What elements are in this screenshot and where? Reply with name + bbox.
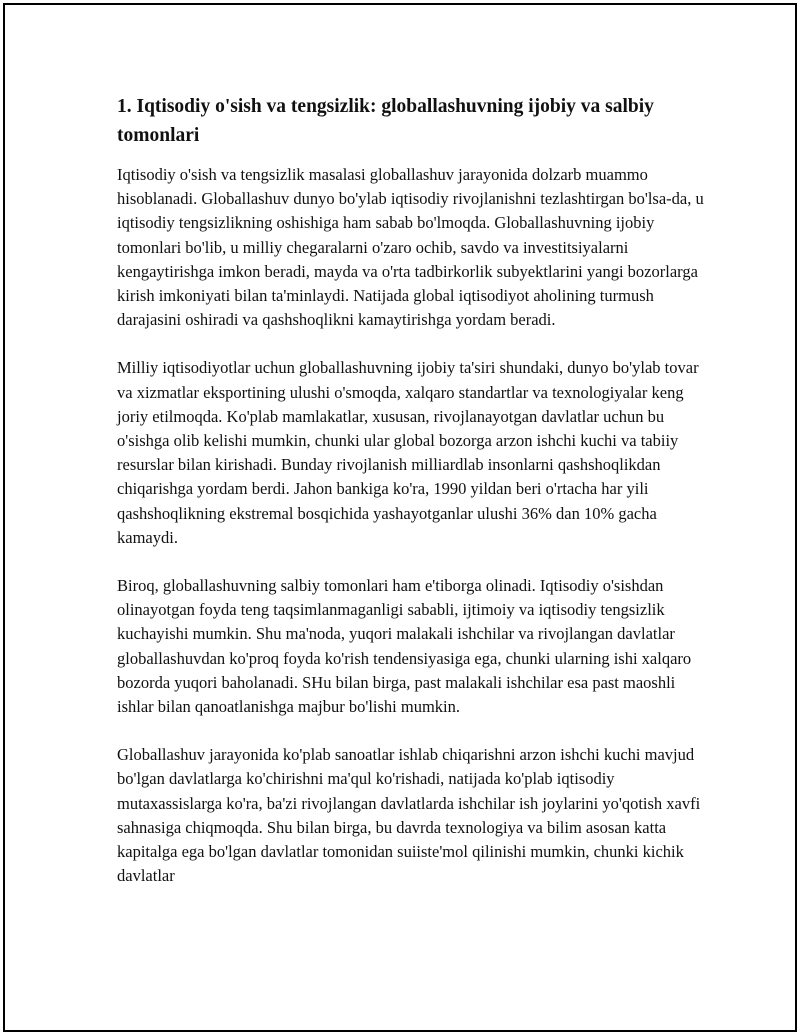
paragraph-4: Globallashuv jarayonida ko'plab sanoatlar ishlab chiqarishni arzon ishchi kuchi mavjud bo'lgan davlatlarga ko'chirishni ma'qul ko'rishadi, natijada ko'plab iqtisodiy mutaxassislarga ko'ra, ba'zi rivojlangan davlatlarda ishchilar ish joylarini yo'qotish xavfi sahnasiga chiqmoqda. Shu bilan birga, bu davrda texnologiya va bilim asosan katta kapitalga ega bo'lgan davlatlar tomonidan suiiste'mol qilinishi mumkin, chunki kichik davlatlar xyxy=(117,745,701,886)
paragraph-2: Milliy iqtisodiyotlar uchun globallashuvning ijobiy ta'siri shundaki, dunyo bo'ylab tovar va xizmatlar eksportining ulushi o'smoqda, xalqaro standartlar va texnologiyalar keng joriy etilmoqda. Ko'plab mamlakatlar, xususan, rivojlanayotgan davlatlar uchun bu o'sishga olib kelishi mumkin, chunki ular global bozorga arzon ishchi kuchi va tabiiy resurslar bilan kirishadi. Bunday rivojlanish milliardlab insonlarni qashshoqlikdan chiqarishga yordam berdi. Jahon bankiga ko'ra, 1990 yildan beri o'rtacha har yili qashshoqlikning ekstremal bosqichida yashayotganlar ulushi 36% dan 10% gacha kamaydi. xyxy=(117,358,699,547)
section-heading: 1. Iqtisodiy o'sish va tengsizlik: globallashuvning ijobiy va salbiy tomonlari xyxy=(117,96,654,146)
paragraph-1: Iqtisodiy o'sish va tengsizlik masalasi globallashuv jarayonida dolzarb muammo hisoblanadi. Globallashuv dunyo bo'ylab iqtisodiy rivojlanishni tezlashtirgan bo'lsa-da, u iqtisodiy tengsizlikning oshishiga ham sabab bo'lmoqda. Globallashuvning ijobiy tomonlari bo'lib, u milliy chegaralarni o'zaro ochib, savdo va investitsiyalarni kengaytirishga imkon beradi, mayda va o'rta tadbirkorlik subyektlarini yangi bozorlarga kirish imkoniyati bilan ta'minlaydi. Natijada global iqtisodiyot aholining turmush darajasini oshiradi va qashshoqlikni kamaytirishga yordam beradi. xyxy=(117,165,704,330)
paragraph-3: Biroq, globallashuvning salbiy tomonlari ham e'tiborga olinadi. Iqtisodiy o'sishdan olinayotgan foyda teng taqsimlanmaganligi sababli, ijtimoiy va iqtisodiy tengsizlik kuchayishi mumkin. Shu ma'noda, yuqori malakali ishchilar va rivojlangan davlatlar globallashuvdan ko'proq foyda ko'rish tendensiyasiga ega, chunki ularning ishi xalqaro bozorda yuqori baholanadi. SHu bilan birga, past malakali ishchilar esa past maoshli ishlar bilan qanoatlanishga majbur bo'lishi mumkin. xyxy=(117,576,692,717)
document-body xyxy=(117,92,707,912)
